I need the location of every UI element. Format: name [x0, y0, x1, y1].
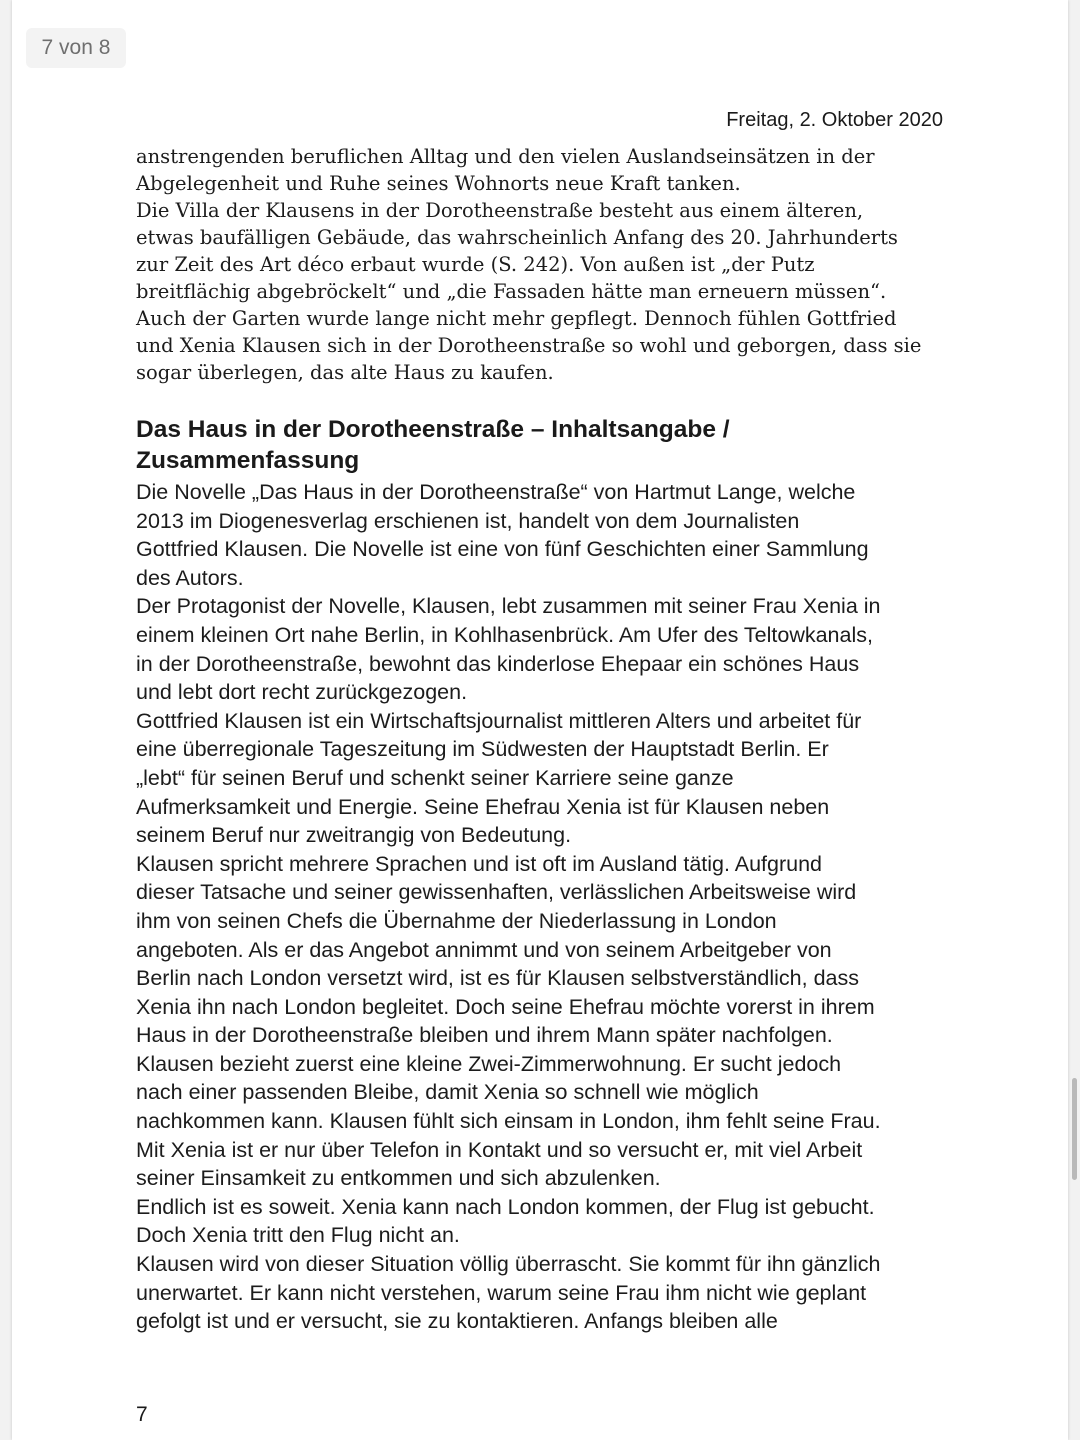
- summary-body: [136, 478, 966, 1336]
- text-line: Die Villa der Klausens in der Dorotheenstraße besteht aus einem älteren,: [136, 199, 864, 222]
- text-line: zur Zeit des Art déco erbaut wurde (S. 242). Von außen ist „der Putz: [136, 253, 815, 276]
- text-line: des Autors.: [136, 565, 244, 590]
- text-line: Xenia ihn nach London begleitet. Doch seine Ehefrau möchte vorerst in ihrem: [136, 994, 875, 1019]
- document-page: [12, 0, 1068, 1440]
- text-line: Haus in der Dorotheenstraße bleiben und ihrem Mann später nachfolgen.: [136, 1023, 833, 1048]
- text-line: 2013 im Diogenesverlag erschienen ist, handelt von dem Journalisten: [136, 508, 800, 533]
- text-line: Gottfried Klausen ist ein Wirtschaftsjournalist mittleren Alters und arbeitet für: [136, 708, 862, 733]
- page-number: 7: [136, 1403, 148, 1426]
- text-line: seinem Beruf nur zweitrangig von Bedeutung.: [136, 823, 572, 848]
- text-line: Berlin nach London versetzt wird, ist es für Klausen selbstverständlich, dass: [136, 966, 860, 991]
- text-line: in der Dorotheenstraße, bewohnt das kinderlose Ehepaar ein schönes Haus: [136, 651, 860, 676]
- text-line: gefolgt ist und er versucht, sie zu kontaktieren. Anfangs bleiben alle: [136, 1309, 778, 1334]
- text-line: eine überregionale Tageszeitung im Südwesten der Hauptstadt Berlin. Er: [136, 737, 829, 762]
- text-line: Klausen wird von dieser Situation völlig überrascht. Sie kommt für ihn gänzlich: [136, 1252, 881, 1277]
- text-line: Aufmerksamkeit und Energie. Seine Ehefrau Xenia ist für Klausen neben: [136, 794, 830, 819]
- text-line: angeboten. Als er das Angebot annimmt und von seinem Arbeitgeber von: [136, 937, 832, 962]
- page-date: Freitag, 2. Oktober 2020: [726, 109, 943, 131]
- text-line: etwas baufälligen Gebäude, das wahrscheinlich Anfang des 20. Jahrhunderts: [136, 226, 898, 249]
- text-line: Klausen bezieht zuerst eine kleine Zwei-Zimmerwohnung. Er sucht jedoch: [136, 1051, 842, 1076]
- text-line: Abgelegenheit und Ruhe seines Wohnorts neue Kraft tanken.: [136, 172, 741, 195]
- heading-line: Zusammenfassung: [136, 447, 360, 474]
- text-line: Doch Xenia tritt den Flug nicht an.: [136, 1223, 460, 1248]
- text-line: Endlich ist es soweit. Xenia kann nach London kommen, der Flug ist gebucht.: [136, 1194, 875, 1219]
- text-line: ihm von seinen Chefs die Übernahme der Niederlassung in London: [136, 908, 777, 933]
- heading-line: Das Haus in der Dorotheenstraße – Inhaltsangabe /: [136, 416, 730, 443]
- page-counter-badge: 7 von 8: [26, 28, 126, 68]
- text-line: Gottfried Klausen. Die Novelle ist eine von fünf Geschichten einer Sammlung: [136, 537, 869, 562]
- intro-paragraph: [136, 143, 956, 386]
- text-line: Der Protagonist der Novelle, Klausen, lebt zusammen mit seiner Frau Xenia in: [136, 594, 881, 619]
- text-line: einem kleinen Ort nahe Berlin, in Kohlhasenbrück. Am Ufer des Teltowkanals,: [136, 622, 873, 647]
- vertical-scrollbar[interactable]: [1072, 1078, 1077, 1180]
- text-line: Die Novelle „Das Haus in der Dorotheenstraße“ von Hartmut Lange, welche: [136, 480, 856, 504]
- text-line: unerwartet. Er kann nicht verstehen, warum seine Frau ihm nicht wie geplant: [136, 1280, 867, 1305]
- text-line: und lebt dort recht zurückgezogen.: [136, 680, 468, 705]
- text-line: anstrengenden beruflichen Alltag und den vielen Auslandseinsätzen in der: [136, 145, 875, 168]
- text-line: nach einer passenden Bleibe, damit Xenia so schnell wie möglich: [136, 1080, 759, 1105]
- section-heading: [136, 414, 956, 476]
- text-line: sogar überlegen, das alte Haus zu kaufen.: [136, 361, 554, 384]
- text-line: und Xenia Klausen sich in der Dorotheenstraße so wohl und geborgen, dass sie: [136, 334, 922, 357]
- text-line: dieser Tatsache und seiner gewissenhaften, verlässlichen Arbeitsweise wird: [136, 880, 857, 905]
- text-line: breitflächig abgebröckelt“ und „die Fassaden hätte man erneuern müssen“.: [136, 280, 887, 303]
- text-line: Auch der Garten wurde lange nicht mehr gepflegt. Dennoch fühlen Gottfried: [136, 307, 897, 330]
- text-line: nachkommen kann. Klausen fühlt sich einsam in London, ihm fehlt seine Frau.: [136, 1109, 881, 1134]
- text-line: seiner Einsamkeit zu entkommen und sich abzulenken.: [136, 1166, 661, 1191]
- text-line: Klausen spricht mehrere Sprachen und ist oft im Ausland tätig. Aufgrund: [136, 851, 823, 876]
- text-line: „lebt“ für seinen Beruf und schenkt seiner Karriere seine ganze: [136, 765, 734, 790]
- text-line: Mit Xenia ist er nur über Telefon in Kontakt und so versucht er, mit viel Arbeit: [136, 1137, 863, 1162]
